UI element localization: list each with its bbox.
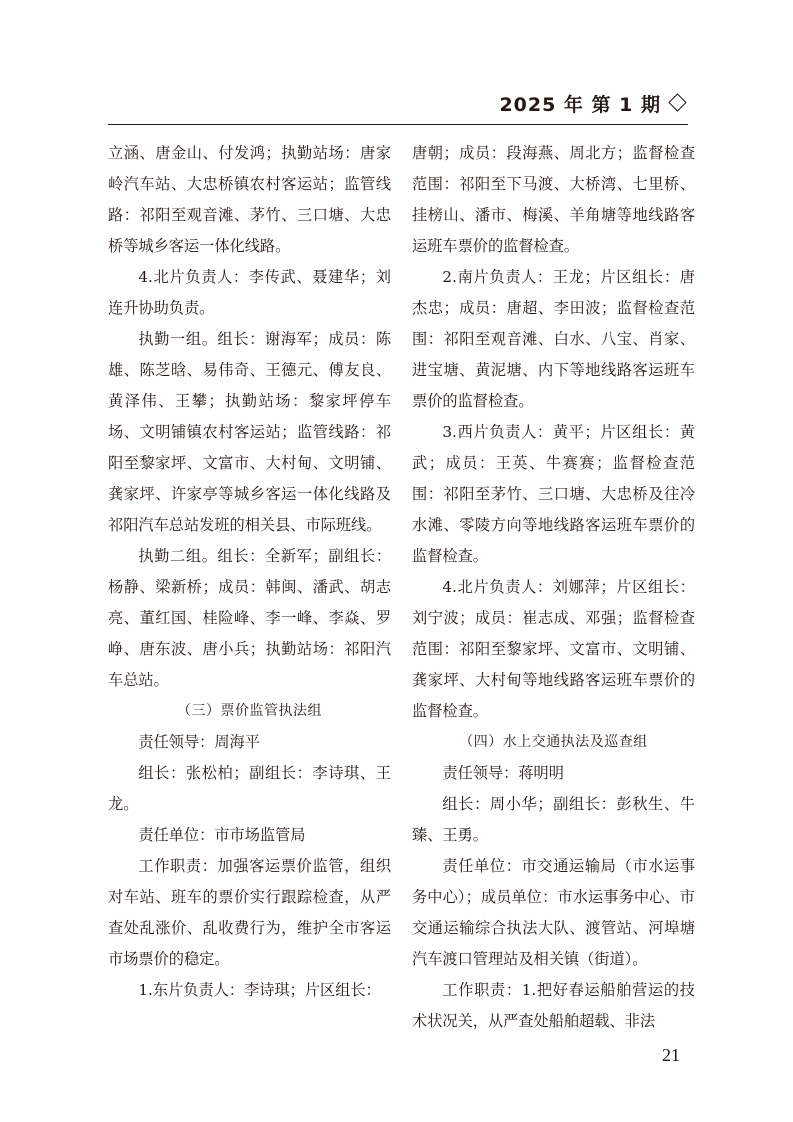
paragraph: 组长：张松柏；副组长：李诗琪、王龙。 bbox=[108, 764, 391, 813]
paragraph: 4.北片负责人：刘娜萍；片区组长：刘宁波；成员：崔志成、邓强；监督检查范围：祁阳至黎家坪、文富市、文明铺、龚家坪、大村甸等地线路客运班车票价的监督检查。 bbox=[412, 578, 695, 720]
issue-title-text: 2025 年 第 1 期 bbox=[499, 94, 661, 116]
paragraph: 责任领导：周海平 bbox=[138, 733, 260, 751]
paragraph: 责任单位：市交通运输局（市水运事务中心）；成员单位：市水运事务中心、市交通运输综合执法大队、渡管站、河埠塘汽车渡口管理站及相关镇（街道）。 bbox=[412, 857, 695, 968]
paragraph: 立涵、唐金山、付发鸿；执勤站场：唐家岭汽车站、大忠桥镇农村客运站；监管线路：祁阳至观音滩、茅竹、三口塘、大忠桥等城乡客运一体化线路。 bbox=[108, 144, 391, 255]
paragraph: 唐朝；成员：段海燕、周北方；监督检查范围：祁阳至下马渡、大桥湾、七里桥、挂榜山、潘市、梅溪、羊角塘等地线路客运班车票价的监督检查。 bbox=[412, 144, 695, 255]
paragraph: 责任单位：市市场监管局 bbox=[138, 826, 306, 844]
paragraph: 3.西片负责人：黄平；片区组长：黄武；成员：王英、牛赛赛；监督检查范围：祁阳至茅竹、三口塘、大忠桥及往冷水滩、零陵方向等地线路客运班车票价的监督检查。 bbox=[412, 423, 695, 565]
paragraph: 执勤一组。组长：谢海军；成员：陈雄、陈芝晗、易伟奇、王德元、傅友良、黄泽伟、王攀；执勤站场：黎家坪停车场、文明铺镇农村客运站；监管线路：祁阳至黎家坪、文富市、大村甸、文明铺、龚家坪、许家亭等城乡客运一体化线路及祁阳汽车总站发班的相关县、市际班线。 bbox=[108, 330, 391, 534]
paragraph: 组长：周小华；副组长：彭秋生、牛臻、王勇。 bbox=[412, 795, 695, 844]
page-header bbox=[108, 88, 688, 125]
paragraph: 工作职责：1.把好春运船舶营运的技术状况关，从严查处船舶超载、非法 bbox=[412, 981, 695, 1030]
paragraph: 责任领导：蒋明明 bbox=[442, 764, 564, 782]
paragraph: 工作职责：加强客运票价监管，组织对车站、班车的票价实行跟踪检查，从严查处乱涨价、乱收费行为，维护全市客运市场票价的稳定。 bbox=[108, 857, 391, 968]
issue-title bbox=[499, 90, 688, 117]
paragraph: 执勤二组。组长：全新军；副组长：杨静、梁新桥；成员：韩闽、潘武、胡志亮、董红国、桂险峰、李一峰、李焱、罗峥、唐东波、唐小兵；执勤站场：祁阳汽车总站。 bbox=[108, 547, 391, 689]
diamond-icon bbox=[668, 93, 686, 111]
paragraph: 1.东片负责人：李诗琪；片区组长： bbox=[138, 981, 381, 999]
paragraph: 4.北片负责人：李传武、聂建华；刘连升协助负责。 bbox=[108, 268, 391, 317]
left-column bbox=[108, 138, 391, 1006]
section-heading: （四）水上交通执法及巡查组 bbox=[459, 734, 648, 750]
right-column bbox=[412, 138, 695, 1037]
section-heading: （三）票价监管执法组 bbox=[177, 703, 322, 719]
page-number: 21 bbox=[662, 1045, 680, 1065]
paragraph: 2.南片负责人：王龙；片区组长：唐杰忠；成员：唐超、李田波；监督检查范围：祁阳至观音滩、白水、八宝、肖家、进宝塘、黄泥塘、内下等地线路客运班车票价的监督检查。 bbox=[412, 268, 695, 410]
